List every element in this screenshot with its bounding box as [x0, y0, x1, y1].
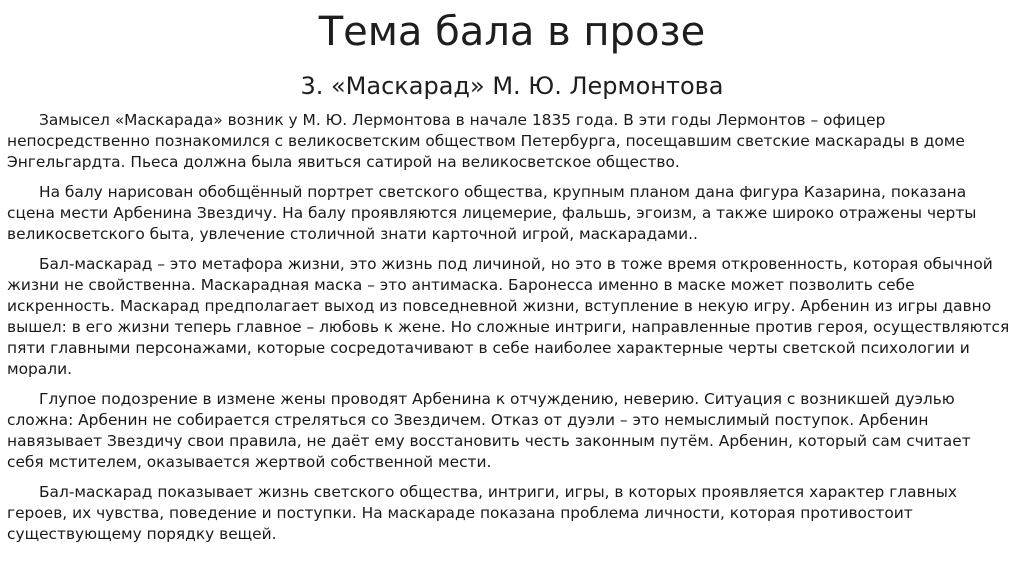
- paragraph-5: Бал-маскарад показывает жизнь светского общества, интриги, игры, в которых проявляется характер главных героев, их чувства, поведение и поступки. На маскараде показана проблема личности, которая противостоит существующему порядку вещей.: [7, 483, 957, 543]
- slide-subtitle: 3. «Маскарад» М. Ю. Лермонтова: [300, 72, 724, 100]
- slide-body: [7, 110, 1012, 554]
- paragraph-1: Замысел «Маскарада» возник у М. Ю. Лермонтова в начале 1835 года. В эти годы Лермонтов – офицер непосредственно познакомился с великосветским обществом Петербурга, посещавшим светские маскарады в доме Энгельгардта. Пьеса должна была явиться сатирой на великосветское общество.: [7, 111, 965, 171]
- paragraph-4: Глупое подозрение в измене жены проводят Арбенина к отчуждению, неверию. Ситуация с возникшей дуэлью сложна: Арбенин не собирается стреляться со Звездичем. Отказ от дуэли – это немыслимый поступок. Арбенин навязывает Звездичу свои правила, не даёт ему восстановить честь законным путём. Арбенин, который сам считает себя мстителем, оказывается жертвой собственной мести.: [7, 390, 971, 471]
- slide-title: Тема бала в прозе: [318, 9, 706, 55]
- paragraph-2: На балу нарисован обобщённый портрет светского общества, крупным планом дана фигура Казарина, показана сцена мести Арбенина Звездичу. На балу проявляются лицемерие, фальшь, эгоизм, а также широко отражены черты великосветского быта, увлечение столичной знати карточной игрой, маскарадами..: [7, 183, 977, 243]
- paragraph-3: Бал-маскарад – это метафора жизни, это жизнь под личиной, но это в тоже время откровенность, которая обычной жизни не свойственна. Маскарадная маска – это антимаска. Баронесса именно в маске может позволить себе искренность. Маскарад предполагает выход из повседневной жизни, вступление в некую игру. Арбенин из игры давно вышел: в его жизни теперь главное – любовь к жене. Но сложные интриги, направленные против героя, осуществляются пяти главными персонажами, которые сосредотачивают в себе наиболее характерные черты светской психологии и морали.: [7, 255, 1010, 378]
